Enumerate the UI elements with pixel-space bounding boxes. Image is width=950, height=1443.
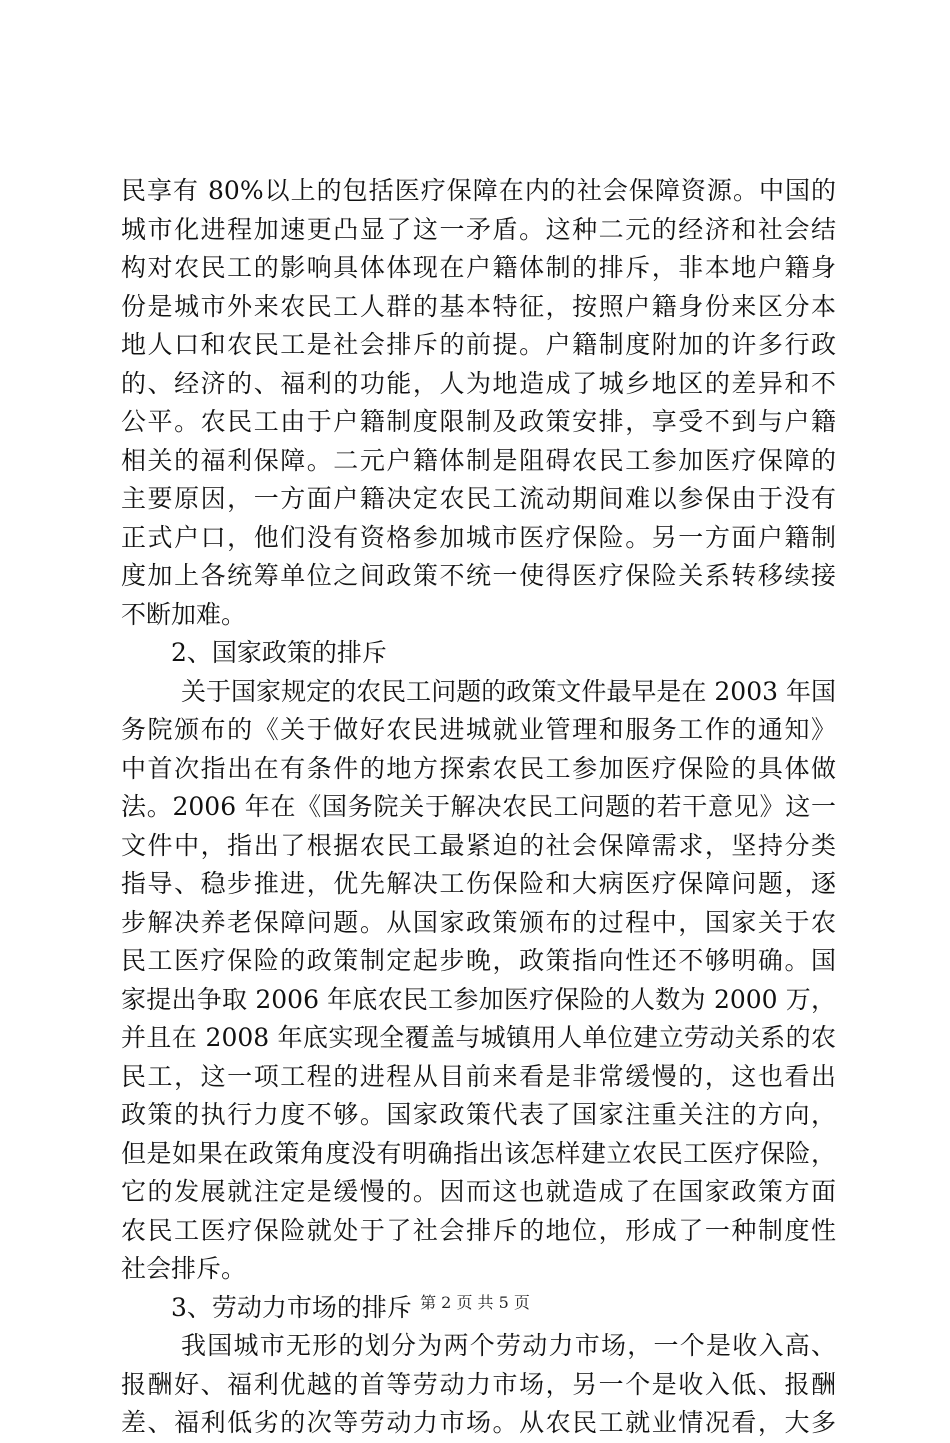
paragraph <box>121 1327 836 1443</box>
text-line: 地人口和农民工是社会排斥的前提。户籍制度附加的许多行政 <box>121 330 836 359</box>
text-line: 正式户口，他们没有资格参加城市医疗保险。另一方面户籍制 <box>121 522 836 552</box>
text-line: 关于国家规定的农民工问题的政策文件最早是在 2003 年国 <box>181 676 836 706</box>
text-line: 它的发展就注定是缓慢的。因而这也就造成了在国家政策方面 <box>121 1177 836 1206</box>
text-line: 政策的执行力度不够。国家政策代表了国家注重关注的方向， <box>121 1100 836 1129</box>
text-line: 份是城市外来农民工人群的基本特征，按照户籍身份来区分本 <box>121 291 836 321</box>
text-line: 民工医疗保险的政策制定起步晚，政策指向性还不够明确。国 <box>121 946 836 975</box>
text-line: 城市化进程加速更凸显了这一矛盾。这种二元的经济和社会结 <box>121 214 836 244</box>
page-footer: 第 2 页 共 5 页 <box>420 1293 530 1312</box>
text-line: 民享有 80%以上的包括医疗保障在内的社会保障资源。中国的 <box>121 176 836 205</box>
text-line: 步解决养老保障问题。从国家政策颁布的过程中，国家关于农 <box>121 907 836 937</box>
text-line: 差、福利低劣的次等劳动力市场。从农民工就业情况看，大多 <box>121 1408 836 1437</box>
text-line: 文件中，指出了根据农民工最紧迫的社会保障需求，坚持分类 <box>121 830 836 860</box>
text-line: 但是如果在政策角度没有明确指出该怎样建立农民工医疗保险， <box>121 1138 836 1168</box>
text-line: 主要原因，一方面户籍决定农民工流动期间难以参保由于没有 <box>121 484 836 513</box>
text-line: 并且在 2008 年底实现全覆盖与城镇用人单位建立劳动关系的农 <box>121 1023 836 1052</box>
text-line: 民工，这一项工程的进程从目前来看是非常缓慢的，这也看出 <box>121 1061 836 1091</box>
text-line: 报酬好、福利优越的首等劳动力市场，另一个是收入低、报酬 <box>121 1369 836 1399</box>
text-line: 度加上各统筹单位之间政策不统一使得医疗保险关系转移续接 <box>121 561 836 590</box>
section-heading: 3、劳动力市场的排斥 <box>171 1292 412 1322</box>
text-line: 法。2006 年在《国务院关于解决农民工问题的若干意见》这一 <box>121 792 836 821</box>
text-line: 指导、稳步推进，优先解决工伤保险和大病医疗保障问题，逐 <box>121 869 836 898</box>
text-line: 中首次指出在有条件的地方探索农民工参加医疗保险的具体做 <box>121 753 836 783</box>
paragraph <box>121 172 836 634</box>
text-line: 不断加难。 <box>121 599 247 629</box>
text-line: 务院颁布的《关于做好农民进城就业管理和服务工作的通知》 <box>121 715 836 744</box>
document-body <box>121 172 836 1443</box>
paragraph <box>121 673 836 1289</box>
text-line: 的、经济的、福利的功能，人为地造成了城乡地区的差异和不 <box>121 368 836 398</box>
text-line: 构对农民工的影响具体体现在户籍体制的排斥，非本地户籍身 <box>121 253 836 282</box>
text-line: 公平。农民工由于户籍制度限制及政策安排，享受不到与户籍 <box>121 407 836 436</box>
text-line: 农民工医疗保险就处于了社会排斥的地位，形成了一种制度性 <box>121 1215 836 1245</box>
section-heading: 2、国家政策的排斥 <box>171 638 387 667</box>
text-line: 社会排斥。 <box>121 1254 247 1283</box>
text-line: 相关的福利保障。二元户籍体制是阻碍农民工参加医疗保障的 <box>121 445 836 475</box>
text-line: 家提出争取 2006 年底农民工参加医疗保险的人数为 2000 万， <box>121 984 836 1014</box>
text-line: 我国城市无形的划分为两个劳动力市场，一个是收入高、 <box>181 1331 836 1360</box>
